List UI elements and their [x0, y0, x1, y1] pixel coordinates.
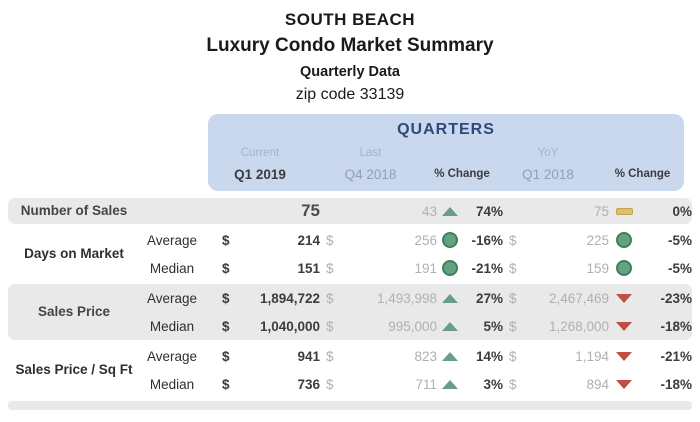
pct-change-yoy: -5%	[667, 232, 692, 248]
last-value: 43	[421, 203, 437, 219]
pct-change-last: 74%	[475, 203, 503, 219]
currency-symbol: $	[326, 290, 334, 306]
currency-symbol: $	[222, 348, 230, 364]
table-row	[140, 312, 692, 340]
table-row	[140, 370, 692, 398]
group-sales-price-sqft	[8, 342, 692, 398]
report-subtitle: Luxury Condo Market Summary	[206, 35, 494, 56]
currency-symbol: $	[326, 232, 334, 248]
triangle-up-icon	[442, 352, 458, 361]
last-period-label: Last	[359, 147, 382, 159]
current-value: 736	[297, 376, 320, 392]
pct-change-yoy: -18%	[660, 376, 692, 392]
currency-symbol: $	[222, 318, 230, 334]
category-label: Sales Price / Sq Ft	[15, 361, 133, 377]
current-value: 941	[297, 348, 320, 364]
current-quarter-label: Q1 2019	[234, 166, 286, 182]
pct-change-yoy: -23%	[660, 290, 692, 306]
currency-symbol: $	[326, 318, 334, 334]
last-value: 191	[414, 260, 437, 276]
pct-change-last-header: % Change	[434, 168, 490, 180]
last-value: 711	[415, 376, 437, 392]
yoy-value: 1,194	[575, 348, 609, 364]
triangle-up-icon	[442, 207, 458, 216]
yoy-value: 894	[586, 376, 609, 392]
group-days-on-market	[8, 226, 692, 282]
triangle-down-icon	[616, 352, 632, 361]
quarters-header	[208, 114, 684, 191]
quarters-title: QUARTERS	[397, 121, 495, 138]
pct-change-yoy: -5%	[667, 260, 692, 276]
last-value: 823	[414, 348, 437, 364]
currency-symbol: $	[326, 348, 334, 364]
pct-change-last: -21%	[471, 260, 503, 276]
pct-change-yoy: -18%	[660, 318, 692, 334]
yoy-value: 225	[586, 232, 609, 248]
report-period-label: Quarterly Data	[300, 64, 400, 80]
current-value: 1,040,000	[259, 318, 320, 334]
period-labels-row	[208, 145, 684, 161]
currency-symbol: $	[222, 290, 230, 306]
table-row	[140, 254, 692, 282]
circle-icon	[616, 232, 632, 248]
pct-change-last: -16%	[471, 232, 503, 248]
table-row	[140, 198, 692, 224]
last-value: 995,000	[388, 318, 437, 334]
currency-symbol: $	[509, 348, 517, 364]
currency-symbol: $	[222, 376, 230, 392]
stat-label: Median	[149, 260, 195, 276]
current-period-label: Current	[240, 147, 280, 159]
stat-label: Average	[146, 232, 198, 248]
dash-icon	[616, 208, 633, 215]
category-label: Days on Market	[24, 245, 124, 261]
yoy-value: 2,467,469	[548, 290, 609, 306]
stat-label: Average	[146, 290, 198, 306]
triangle-up-icon	[442, 322, 458, 331]
yoy-value: 75	[593, 203, 609, 219]
currency-symbol: $	[509, 376, 517, 392]
currency-symbol: $	[509, 290, 517, 306]
current-value: 214	[297, 232, 320, 248]
triangle-up-icon	[442, 294, 458, 303]
quarter-labels-row	[208, 165, 684, 183]
circle-icon	[616, 260, 632, 276]
group-number-of-sales	[8, 198, 692, 224]
currency-symbol: $	[509, 260, 517, 276]
table-row	[140, 342, 692, 370]
category-label: Sales Price	[37, 303, 111, 319]
yoy-period-label: YoY	[537, 147, 559, 159]
footer-divider	[8, 401, 692, 410]
currency-symbol: $	[326, 376, 334, 392]
category-label: Number of Sales	[20, 202, 128, 218]
zip-code-label: zip code 33139	[295, 86, 405, 103]
yoy-value: 1,268,000	[548, 318, 609, 334]
yoy-value: 159	[586, 260, 609, 276]
group-sales-price	[8, 284, 692, 340]
triangle-down-icon	[616, 322, 632, 331]
pct-change-yoy-header: % Change	[614, 168, 671, 180]
report-title: SOUTH BEACH	[284, 10, 416, 29]
stat-label: Median	[149, 376, 195, 392]
yoy-quarter-label: Q1 2018	[522, 166, 574, 182]
triangle-down-icon	[616, 380, 632, 389]
currency-symbol: $	[222, 232, 230, 248]
currency-symbol: $	[509, 232, 517, 248]
stat-label: Average	[146, 348, 198, 364]
triangle-up-icon	[442, 380, 458, 389]
currency-symbol: $	[222, 260, 230, 276]
current-value: 1,894,722	[259, 290, 320, 306]
summary-table	[8, 198, 692, 410]
triangle-down-icon	[616, 294, 632, 303]
last-value: 256	[414, 232, 437, 248]
circle-icon	[442, 232, 458, 248]
table-row	[140, 226, 692, 254]
pct-change-last: 14%	[475, 348, 503, 364]
pct-change-last: 3%	[483, 376, 503, 392]
stat-label: Median	[149, 318, 195, 334]
circle-icon	[442, 260, 458, 276]
currency-symbol: $	[326, 260, 334, 276]
last-value: 1,493,998	[376, 290, 437, 306]
table-row	[140, 284, 692, 312]
pct-change-yoy: -21%	[660, 348, 692, 364]
current-value: 75	[301, 201, 320, 220]
currency-symbol: $	[509, 318, 517, 334]
pct-change-last: 27%	[475, 290, 503, 306]
last-quarter-label: Q4 2018	[344, 166, 397, 182]
pct-change-yoy: 0%	[672, 203, 692, 219]
title-block	[8, 10, 692, 104]
current-value: 151	[297, 260, 320, 276]
pct-change-last: 5%	[483, 318, 503, 334]
